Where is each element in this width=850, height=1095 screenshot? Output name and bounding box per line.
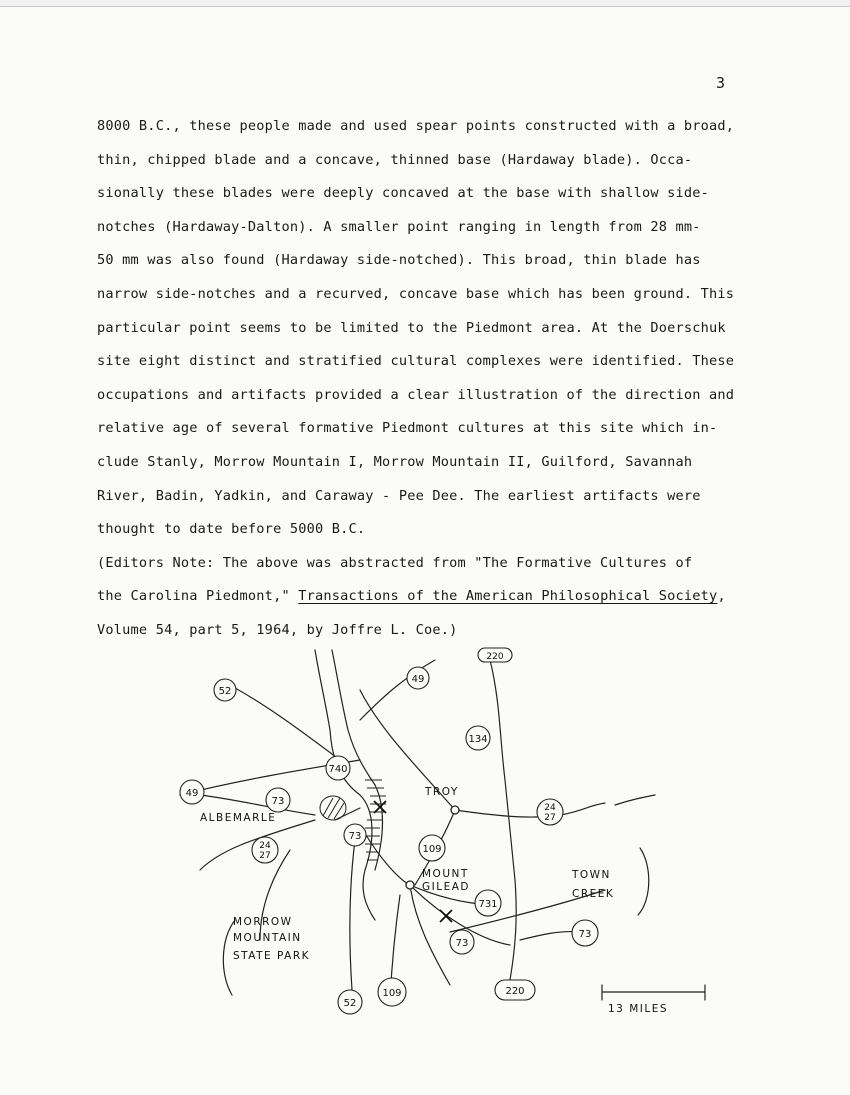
river-line-left — [315, 650, 375, 920]
route-134-label: 134 — [468, 734, 488, 745]
paragraph-line: sionally these blades were deeply concaved at the base with shallow side- — [97, 185, 710, 202]
albemarle-hatch — [320, 796, 346, 820]
editors-note-line-1: (Editors Note: The above was abstracted from "The Formative Cultures of — [97, 554, 693, 571]
page-number: 3 — [716, 74, 726, 92]
road-73-east — [360, 825, 410, 885]
creek-label: CREEK — [572, 888, 615, 900]
place-labels — [200, 786, 668, 1015]
map-drawing — [160, 620, 720, 1030]
road-right-edge — [615, 795, 655, 805]
route-24-left-label: 24 — [259, 841, 271, 851]
state-park-label: STATE PARK — [233, 950, 311, 962]
road-220-north — [490, 660, 516, 980]
map-roads — [180, 650, 705, 1000]
paragraph-line: thin, chipped blade and a concave, thinned base (Hardaway blade). Occa- — [97, 151, 693, 168]
route-109-top-label: 109 — [422, 844, 442, 855]
route-73-lower-label: 73 — [455, 938, 469, 949]
paragraph-line: 50 mm was also found (Hardaway side-notched). This broad, thin blade has — [97, 252, 701, 269]
route-24-right-label: 24 — [544, 803, 556, 813]
paragraph-line: occupations and artifacts provided a clear illustration of the direction and — [97, 386, 735, 403]
albemarle-outline — [320, 796, 346, 820]
paragraph-line: relative age of several formative Piedmont cultures at this site which in- — [97, 420, 718, 437]
road-troy-east — [455, 803, 605, 817]
paragraph-line: clude Stanly, Morrow Mountain I, Morrow Mountain II, Guilford, Savannah — [97, 453, 693, 470]
paragraph-line: notches (Hardaway-Dalton). A smaller point ranging in length from 28 mm- — [97, 218, 701, 235]
albemarle-hatch-lines — [323, 798, 344, 819]
route-52-top-label: 52 — [218, 686, 232, 697]
route-27-right-label: 27 — [544, 813, 556, 823]
editors-note-prefix: the Carolina Piedmont," — [97, 588, 299, 605]
route-740-label: 740 — [328, 764, 348, 775]
route-73-albemarle-label: 73 — [271, 796, 285, 807]
scale-label: 13 MILES — [608, 1003, 669, 1015]
route-220-bottom-label: 220 — [505, 986, 525, 997]
site-x-town-creek — [440, 910, 452, 922]
paragraph-line: River, Badin, Yadkin, and Caraway - Pee Dee. The earliest artifacts were — [97, 487, 701, 504]
road-52 — [220, 680, 340, 760]
site-x-doerschuk — [374, 801, 386, 813]
gilead-label: GILEAD — [422, 881, 470, 893]
hand-drawn-map — [160, 620, 720, 1030]
scale-bar — [602, 985, 705, 1000]
route-49-left-label: 49 — [185, 788, 199, 799]
route-73-mid-label: 73 — [348, 831, 362, 842]
route-73-right-label: 73 — [578, 929, 592, 940]
town-creek-bracket — [638, 848, 649, 915]
route-109-bottom-label: 109 — [382, 988, 402, 999]
road-mountgilead-south — [410, 885, 450, 985]
route-49-top-label: 49 — [411, 674, 425, 685]
paragraph-line: particular point seems to be limited to the Piedmont area. At the Doerschuk — [97, 319, 726, 336]
troy-dot — [451, 806, 459, 814]
page-top-edge — [0, 0, 850, 7]
albemarle-arrow — [335, 808, 360, 820]
paragraph-line: site eight distinct and stratified cultural complexes were identified. These — [97, 353, 735, 370]
publication-title: Transactions of the American Philosophical Society — [298, 588, 718, 605]
body-paragraph — [97, 110, 757, 648]
mount-gilead-dot — [406, 881, 414, 889]
troy-label: TROY — [425, 786, 459, 798]
mountain-label: MOUNTAIN — [233, 932, 302, 944]
route-731-label: 731 — [478, 899, 498, 910]
road-52-south — [350, 840, 355, 990]
road-73-far-east — [520, 932, 580, 940]
mount-label: MOUNT — [422, 868, 469, 880]
route-52-bottom-label: 52 — [343, 998, 357, 1009]
route-220-top-label: 220 — [486, 652, 504, 662]
route-27-left-label: 27 — [259, 851, 271, 861]
editors-note-line-2 — [97, 580, 757, 614]
paragraph-line: thought to date before 5000 B.C. — [97, 521, 366, 538]
albemarle-label: ALBEMARLE — [200, 812, 277, 824]
site-x-marks — [374, 801, 452, 922]
morrow-label: MORROW — [233, 916, 293, 928]
editors-note-suffix: , — [717, 588, 726, 605]
town-label: TOWN — [572, 869, 611, 881]
editors-note-line-3: Volume 54, part 5, 1964, by Joffre L. Coe.) — [97, 621, 458, 638]
paragraph-line: narrow side-notches and a recurved, concave base which has been ground. This — [97, 285, 735, 302]
paragraph-line: 8000 B.C., these people made and used spear points constructed with a broad, — [97, 118, 735, 134]
